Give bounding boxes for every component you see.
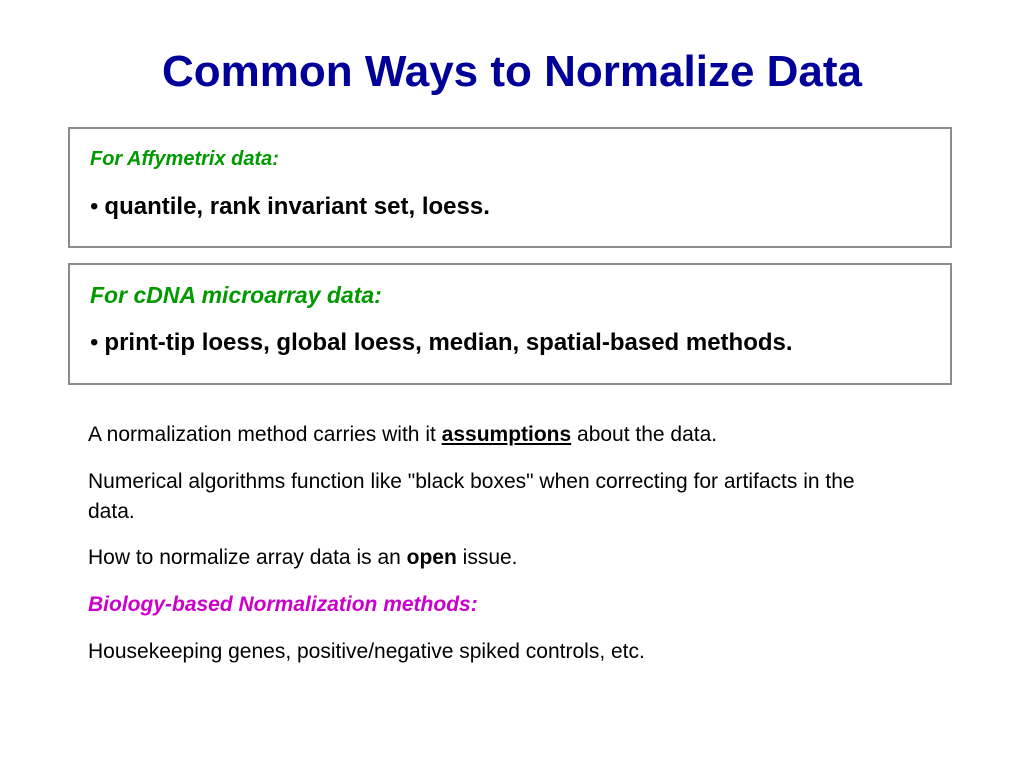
assumptions-note bbox=[88, 420, 888, 450]
biology-methods-heading: Biology-based Normalization methods: bbox=[88, 593, 478, 616]
bullet-icon: • bbox=[90, 329, 99, 356]
cdna-methods-text: print-tip loess, global loess, median, spatial-based methods. bbox=[104, 329, 793, 356]
assumptions-note-pre: A normalization method carries with it bbox=[88, 423, 442, 446]
open-issue-note bbox=[88, 543, 888, 573]
affymetrix-heading: For Affymetrix data: bbox=[90, 148, 279, 170]
affymetrix-methods-text: quantile, rank invariant set, loess. bbox=[104, 193, 490, 220]
open-issue-pre: How to normalize array data is an bbox=[88, 546, 407, 569]
open-issue-post: issue. bbox=[456, 546, 518, 569]
cdna-methods-box bbox=[68, 263, 952, 385]
notes-section bbox=[88, 420, 888, 684]
assumptions-emphasis: assumptions bbox=[441, 423, 572, 446]
cdna-heading: For cDNA microarray data: bbox=[90, 282, 382, 308]
black-boxes-note: Numerical algorithms function like "black boxes" when correcting for artifacts in the data. bbox=[88, 470, 855, 523]
open-emphasis: open bbox=[406, 546, 457, 569]
cdna-methods-bullet bbox=[90, 328, 793, 358]
biology-methods-examples: Housekeeping genes, positive/negative spiked controls, etc. bbox=[88, 640, 645, 663]
bullet-icon: • bbox=[90, 193, 99, 220]
slide-title: Common Ways to Normalize Data bbox=[161, 47, 863, 96]
assumptions-note-post: about the data. bbox=[571, 423, 718, 446]
affymetrix-methods-bullet bbox=[90, 192, 490, 222]
affymetrix-methods-box bbox=[68, 127, 952, 248]
